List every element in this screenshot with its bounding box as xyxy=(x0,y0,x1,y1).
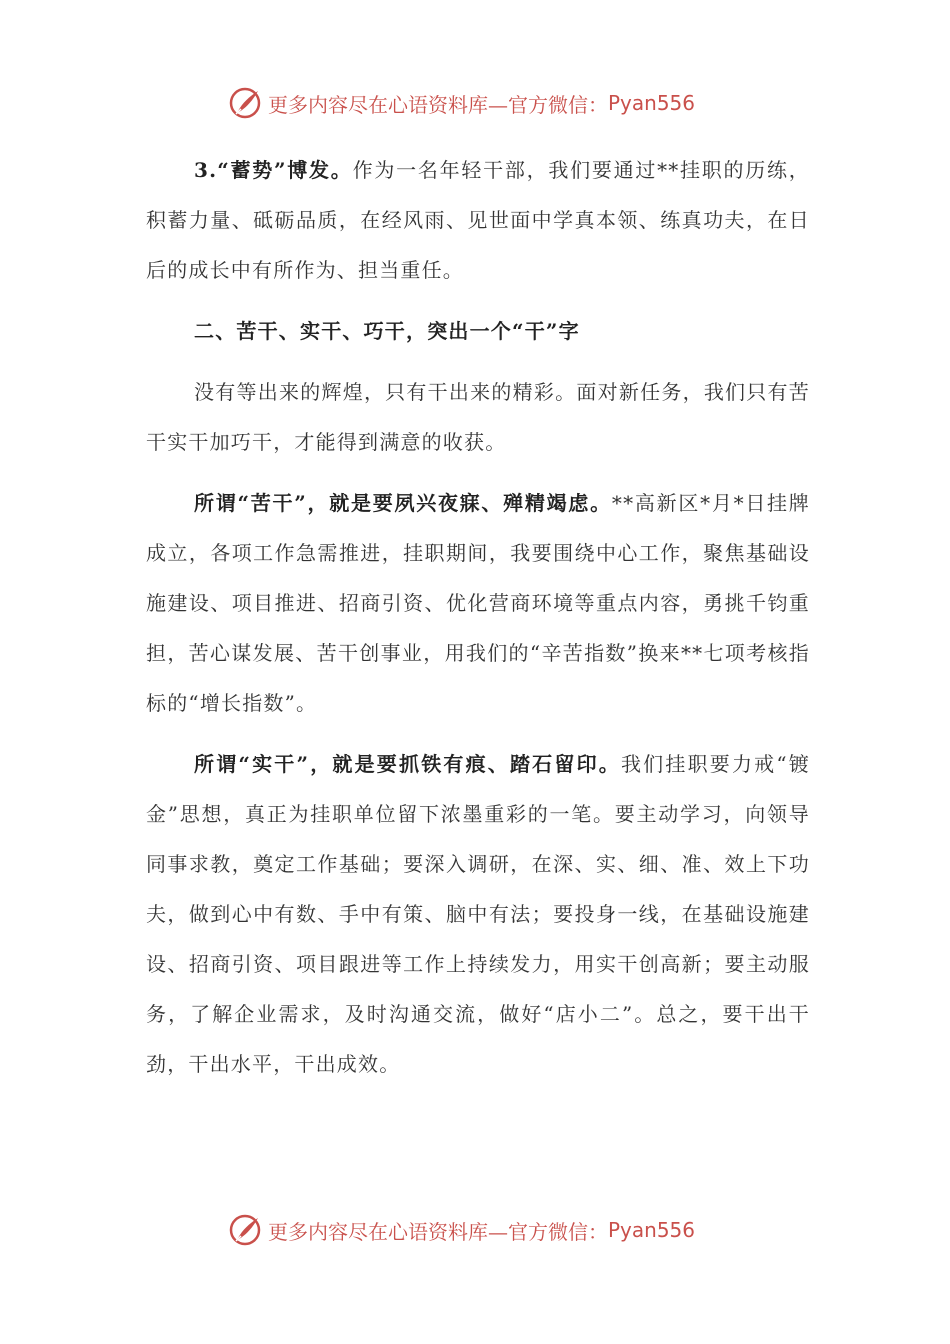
quill-pen-logo-icon xyxy=(228,86,262,120)
document-body xyxy=(146,145,810,1089)
paragraph-4 xyxy=(146,478,810,728)
watermark-wechat-id: Pyan556 xyxy=(608,91,696,115)
paragraph-lead: 所谓“实干”，就是要抓铁有痕、踏石留印。 xyxy=(194,752,621,776)
paragraph-text: 我们挂职要力戒“镀金”思想，真正为挂职单位留下浓墨重彩的一笔。要主动学习，向领导同事求教，奠定工作基础；要深入调研，在深、实、细、准、效上下功夫，做到心中有数、手中有策、脑中有法；要投身一线，在基础设施建设、招商引资、项目跟进等工作上持续发力，用实干创高新；要主动服务，了解企业需求，及时沟通交流，做好“店小二”。总之，要干出干劲，干出水平，干出成效。 xyxy=(146,752,810,1076)
watermark-text: 更多内容尽在心语资料库—官方微信： xyxy=(268,1219,608,1244)
paragraph-text: **高新区*月*日挂牌成立，各项工作急需推进，挂职期间，我要围绕中心工作，聚焦基础设施建设、项目推进、招商引资、优化营商环境等重点内容，勇挑千钧重担，苦心谋发展、苦干创事业，用我们的“辛苦指数”换来**七项考核指标的“增长指数”。 xyxy=(146,491,811,715)
quill-pen-logo-icon xyxy=(228,1213,262,1247)
watermark-wechat-id: Pyan556 xyxy=(608,1218,696,1242)
paragraph-text: 没有等出来的辉煌，只有干出来的精彩。面对新任务，我们只有苦干实干加巧干，才能得到满意的收获。 xyxy=(146,380,810,454)
watermark-footer xyxy=(228,1211,695,1249)
paragraph-text: 作为一名年轻干部，我们要通过**挂职的历练，积蓄力量、砥砺品质，在经风雨、见世面中学真本领、练真功夫，在日后的成长中有所作为、担当重任。 xyxy=(146,158,811,282)
paragraph-3 xyxy=(146,367,810,467)
section-heading xyxy=(146,306,810,356)
paragraph-5 xyxy=(146,739,810,1089)
watermark-header xyxy=(228,84,695,122)
watermark-text: 更多内容尽在心语资料库—官方微信： xyxy=(268,92,608,117)
paragraph-1 xyxy=(146,145,810,295)
heading-text: 二、苦干、实干、巧干，突出一个“干”字 xyxy=(194,319,580,343)
paragraph-lead: 所谓“苦干”，就是要夙兴夜寐、殚精竭虑。 xyxy=(194,491,612,515)
paragraph-lead: 3.“蓄势”博发。 xyxy=(194,158,353,182)
